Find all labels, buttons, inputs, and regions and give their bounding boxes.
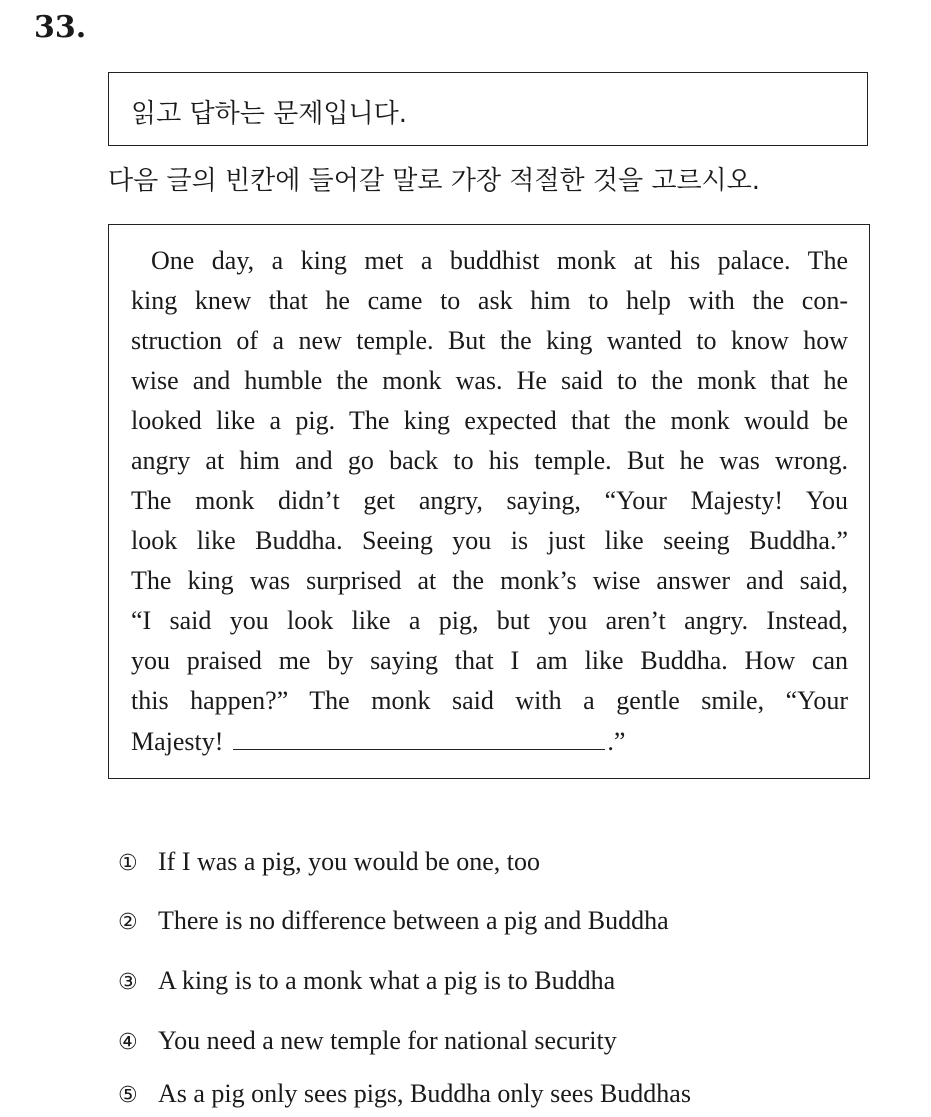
choice-5[interactable] (118, 1074, 691, 1114)
question-number: 33. (34, 10, 87, 45)
choice-2[interactable] (118, 901, 669, 941)
passage-last-line-end: .” (607, 727, 626, 756)
choice-number: ④ (118, 1030, 138, 1055)
passage-line: One day, a king met a buddhist monk at his palace. The (151, 246, 848, 275)
choice-3[interactable] (118, 961, 615, 1001)
choice-text: As a pig only sees pigs, Buddha only sees Buddhas (158, 1079, 691, 1108)
passage-last-line-start: Majesty! (131, 727, 224, 756)
choice-4[interactable] (118, 1021, 617, 1061)
passage-line: The king was surprised at the monk’s wise answer and said, (131, 566, 848, 595)
instruction-text: 읽고 답하는 문제입니다. (131, 99, 407, 129)
choice-number: ② (118, 910, 138, 935)
passage-line: struction of a new temple. But the king wanted to know how (131, 326, 848, 355)
passage-last-line (131, 721, 848, 761)
passage-line: “I said you look like a pig, but you aren’t angry. Instead, (131, 606, 848, 635)
choice-text: If I was a pig, you would be one, too (158, 847, 540, 876)
passage-box (108, 224, 870, 779)
passage-line: wise and humble the monk was. He said to the monk that he (131, 366, 848, 395)
passage-line: this happen?” The monk said with a gentle smile, “Your (131, 686, 848, 715)
passage-line: king knew that he came to ask him to help with the con- (131, 286, 848, 315)
choice-number: ③ (118, 970, 138, 995)
choice-1[interactable] (118, 842, 540, 882)
instruction-box (108, 72, 868, 146)
choice-number: ① (118, 851, 138, 876)
question-direction: 다음 글의 빈칸에 들어갈 말로 가장 적절한 것을 고르시오. (108, 166, 761, 196)
choice-text: You need a new temple for national security (158, 1026, 617, 1055)
answer-blank (233, 721, 605, 750)
choice-text: There is no difference between a pig and Buddha (158, 906, 669, 935)
passage-line: you praised me by saying that I am like Buddha. How can (131, 646, 848, 675)
choice-text: A king is to a monk what a pig is to Buddha (158, 966, 616, 995)
passage-line: The monk didn’t get angry, saying, “Your Majesty! You (131, 486, 848, 515)
passage-line: angry at him and go back to his temple. But he was wrong. (131, 446, 848, 475)
passage-line: look like Buddha. Seeing you is just like seeing Buddha.” (131, 526, 848, 555)
choice-number: ⑤ (118, 1083, 138, 1108)
passage-line: looked like a pig. The king expected that the monk would be (131, 406, 848, 435)
